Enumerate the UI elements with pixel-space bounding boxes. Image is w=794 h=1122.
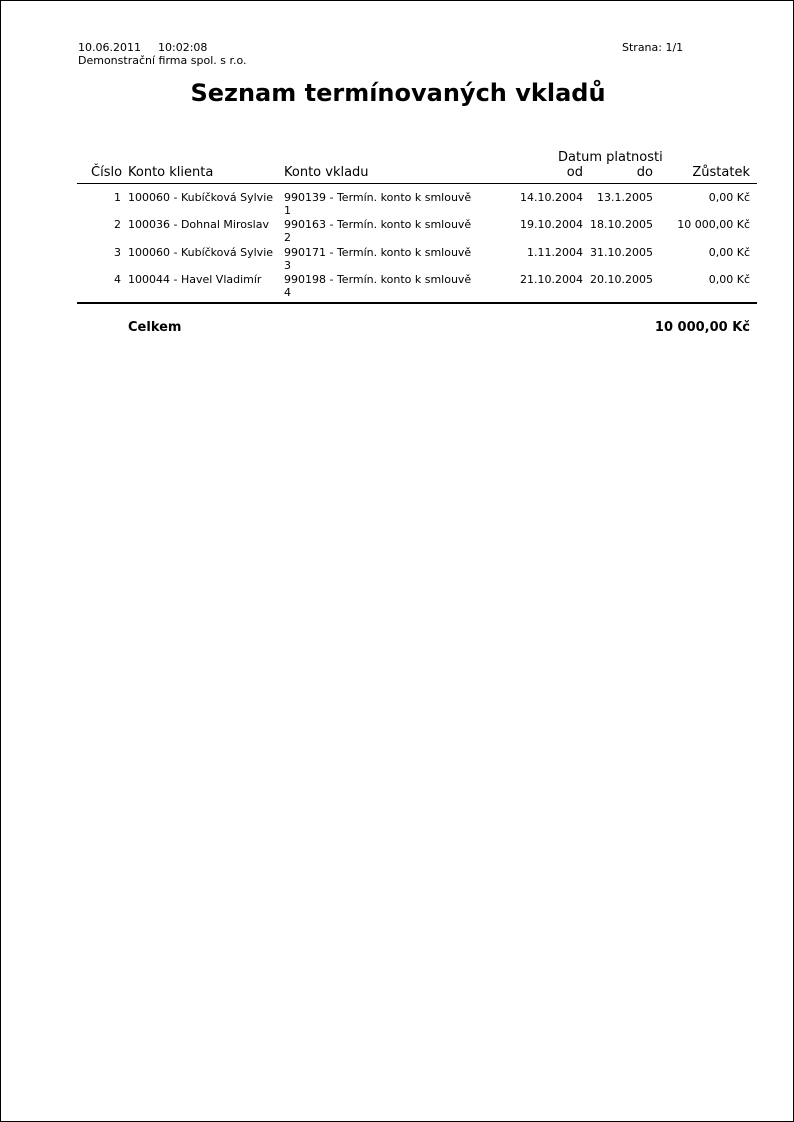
- header-rule: [77, 183, 757, 184]
- table-row: [1, 246, 794, 273]
- row-balance: 0,00 Kč: [708, 191, 750, 204]
- column-validity: Datum platnosti: [558, 150, 663, 165]
- column-deposit: Konto vkladu: [284, 165, 369, 180]
- row-number: 3: [114, 246, 121, 259]
- company-name: Demonstrační firma spol. s r.o.: [78, 54, 247, 67]
- column-to: do: [636, 165, 653, 180]
- row-from: 1.11.2004: [527, 246, 583, 259]
- total-label: Celkem: [128, 320, 182, 335]
- table-row: [1, 218, 794, 245]
- row-deposit: 990198 - Termín. konto k smlouvě: [284, 273, 472, 286]
- column-balance: Zůstatek: [692, 165, 750, 180]
- row-from: 19.10.2004: [520, 218, 583, 231]
- row-deposit-line2: 2: [284, 231, 291, 244]
- row-to: 13.1.2005: [597, 191, 653, 204]
- footer-rule: [77, 302, 757, 304]
- row-client: 100060 - Kubíčková Sylvie: [128, 191, 274, 204]
- row-client: 100036 - Dohnal Miroslav: [128, 218, 269, 231]
- row-number: 2: [114, 218, 121, 231]
- row-deposit: 990171 - Termín. konto k smlouvě: [284, 246, 472, 259]
- row-to: 20.10.2005: [590, 273, 653, 286]
- column-number: Číslo: [91, 165, 123, 180]
- row-deposit-line2: 4: [284, 286, 291, 299]
- row-deposit: 990139 - Termín. konto k smlouvě: [284, 191, 472, 204]
- row-to: 18.10.2005: [590, 218, 653, 231]
- table-row: [1, 191, 794, 218]
- row-client: 100044 - Havel Vladimír: [128, 273, 262, 286]
- row-number: 4: [114, 273, 121, 286]
- row-deposit: 990163 - Termín. konto k smlouvě: [284, 218, 472, 231]
- table-row: [1, 273, 794, 300]
- column-from: od: [566, 165, 583, 180]
- row-balance: 10 000,00 Kč: [677, 218, 750, 231]
- row-client: 100060 - Kubíčková Sylvie: [128, 246, 274, 259]
- row-balance: 0,00 Kč: [708, 246, 750, 259]
- print-time: 10:02:08: [158, 41, 208, 54]
- total-value: 10 000,00 Kč: [654, 320, 750, 335]
- row-number: 1: [114, 191, 121, 204]
- row-from: 21.10.2004: [520, 273, 583, 286]
- row-from: 14.10.2004: [520, 191, 583, 204]
- row-deposit-line2: 3: [284, 259, 291, 272]
- column-client: Konto klienta: [128, 165, 214, 180]
- print-date: 10.06.2011: [78, 41, 141, 54]
- page-number: Strana: 1/1: [622, 41, 684, 54]
- report-title: Seznam termínovaných vkladů: [190, 79, 606, 107]
- row-deposit-line2: 1: [284, 204, 291, 217]
- row-balance: 0,00 Kč: [708, 273, 750, 286]
- row-to: 31.10.2005: [590, 246, 653, 259]
